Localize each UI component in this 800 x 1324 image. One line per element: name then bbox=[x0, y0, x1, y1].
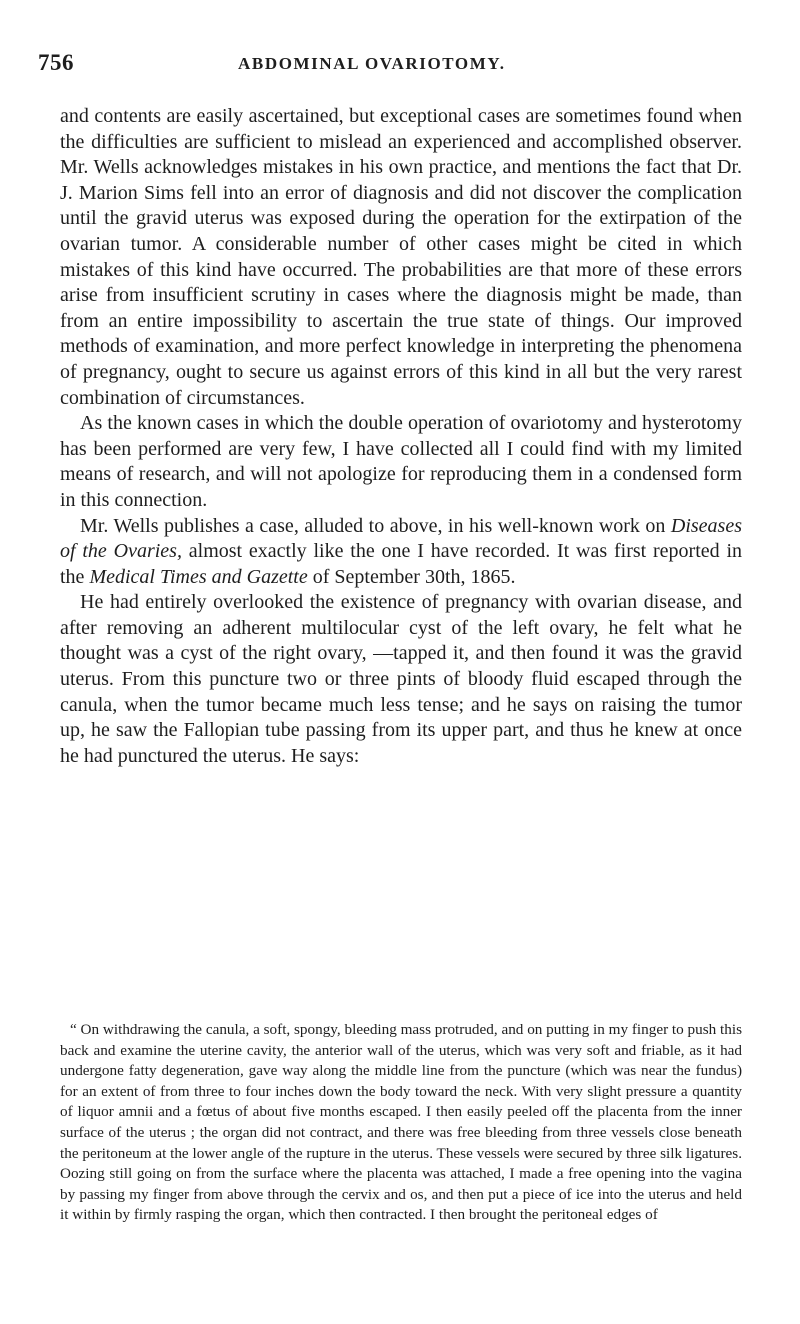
paragraph-3 bbox=[60, 514, 742, 591]
quote-text: “ On withdrawing the canula, a soft, spongy, bleeding mass protruded, and on putting in my finger to push this back and examine the uterine cavity, the anterior wall of the uterus, which was very soft and friable, as it had undergone fatty degeneration, gave way along the middle line from the puncture (which was near the fundus) for an extent of from three to four inches down the body toward the neck. With very slight pressure a quantity of liquor amnii and a fœtus of about five months escaped. I then easily peeled off the placenta from the inner surface of the uterus ; the organ did not contract, and there was free bleeding from three vessels close beneath the peritoneum at the lower angle of the rupture in the uterus. These vessels were secured by three silk ligatures. Oozing still going on from the surface where the placenta was attached, I made a free opening into the vagina by passing my finger from above through the cervix and os, and then put a piece of ice into the uterus and held it within by firmly rasping the organ, which then contracted. I then brought the peritoneal edges of bbox=[60, 1021, 742, 1224]
paragraph-2: As the known cases in which the double operation of ovariotomy and hysterotomy has been performed are very few, I have collected all I could find with my limited means of research, and will not apologize for reproducing them in a condensed form in this connection. bbox=[60, 412, 742, 511]
block-quote bbox=[60, 1020, 742, 1226]
paragraph-3-text-c: of September 30th, 1865. bbox=[307, 565, 516, 588]
page-header bbox=[38, 50, 740, 80]
page-number: 756 bbox=[38, 50, 74, 75]
book-title-italic: Diseases of the Ovaries, bbox=[60, 514, 742, 563]
paragraph-4: He had entirely overlooked the existence of pregnancy with ovarian disease, and after removing an adherent multilocular cyst of the left ovary, he felt what he thought was a cyst of the right ovary, —tapped it, and then found it was the gravid uterus. From this puncture two or three pints of bloody fluid escaped through the canula, when the tumor became much less tense; and he says on raising the tumor up, he saw the Fallopian tube passing from its upper part, and thus he knew at once he had punctured the uterus. He says: bbox=[60, 591, 742, 767]
body-text bbox=[60, 104, 742, 769]
running-head: ABDOMINAL OVARIOTOMY. bbox=[238, 54, 506, 73]
paragraph-1: and contents are easily ascertained, but exceptional cases are sometimes found when the difficulties are sufficient to mislead an experienced and accomplished observer. Mr. Wells acknowledges mistakes in his own practice, and mentions the fact that Dr. J. Marion Sims fell into an error of diagnosis and did not discover the complication until the gravid uterus was exposed during the operation for the extirpation of the ovarian tumor. A considerable number of other cases might be cited in which mistakes of this kind have occurred. The probabilities are that more of these errors arise from insufficient scrutiny in cases where the diagnosis might be made, than from an entire impossibility to ascertain the true state of things. Our improved methods of examination, and more perfect knowledge in interpreting the phenomena of pregnancy, ought to secure us against errors of this kind in all but the very rarest combination of circumstances. bbox=[60, 105, 742, 409]
journal-title-italic: Medical Times and Gazette bbox=[89, 565, 308, 588]
paragraph-3-text-b: almost exactly like the one I have recorded. It was first reported in the bbox=[60, 540, 743, 588]
paragraph-3-text-a: Mr. Wells publishes a case, alluded to above, in his well-known work on bbox=[80, 514, 671, 537]
